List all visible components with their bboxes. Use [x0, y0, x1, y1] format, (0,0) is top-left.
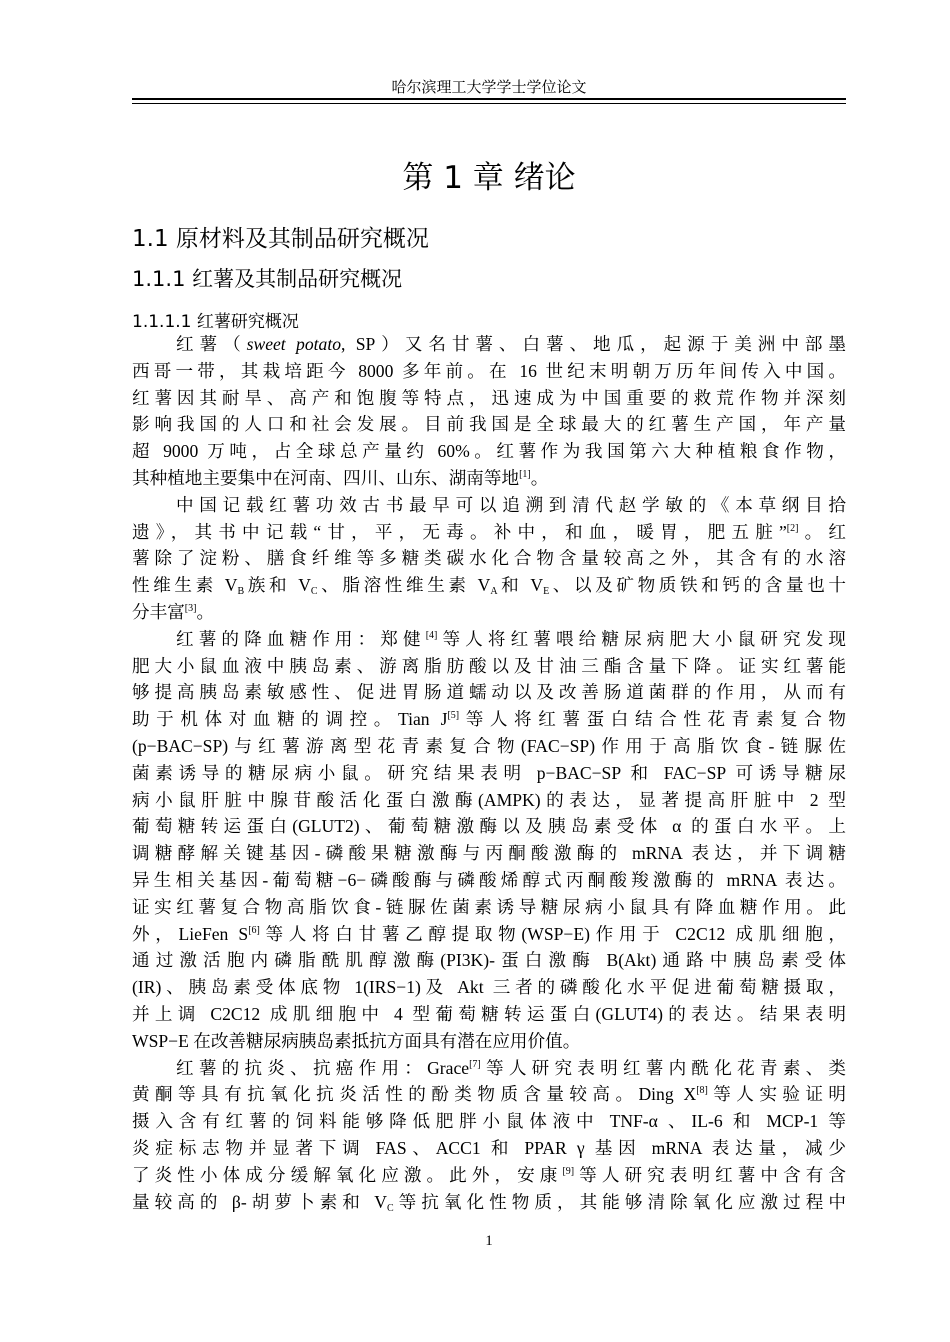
citation: [1] — [519, 468, 531, 480]
text-line: 西哥一带，其栽培距今 8000 多年前。在 16 世纪末明朝万历年间传入中国。 — [132, 360, 846, 381]
section-heading: 1.1 原材料及其制品研究概况 — [132, 226, 429, 252]
text-line: 红薯的降血糖作用：郑健[4]等人将红薯喂给糖尿病肥大小鼠研究发现 — [176, 628, 846, 649]
text-line: 量较高的 β-胡萝卜素和 $V_C$等抗氧化性物质，其能够清除氧化应激过程中 — [132, 1191, 846, 1214]
text-line: 黄酮等具有抗氧化抗炎活性的酚类物质含量较高。Ding X[8]等人实验证明 — [132, 1084, 846, 1105]
citation: [8] — [696, 1085, 708, 1097]
text-line: 红薯的抗炎、抗癌作用：Grace[7]等人研究表明红薯内酰化花青素、类 — [176, 1057, 846, 1078]
citation: [5] — [447, 710, 460, 722]
running-header: 哈尔滨理工大学学士学位论文 — [391, 80, 587, 96]
text-line: 并上调 C2C12 成肌细胞中 4 型葡萄糖转运蛋白(GLUT4)的表达。结果表明 — [132, 1003, 846, 1024]
text-line: 异生相关基因-葡萄糖−6−磷酸酶与磷酸烯醇式丙酮酸羧激酶的 mRNA 表达。 — [132, 869, 846, 890]
text-line: WSP−E 在改善糖尿病胰岛素抵抗方面具有潜在应用价值。 — [132, 1030, 581, 1051]
header-rule-thin — [132, 103, 846, 104]
text-line: 葡萄糖转运蛋白(GLUT2)、葡萄糖激酶以及胰岛素受体 α 的蛋白水平。上 — [132, 816, 846, 837]
body-text — [132, 331, 846, 1215]
text-line: 红薯（sweet potato, SP）又名甘薯、白薯、地瓜，起源于美洲中部墨 — [176, 334, 846, 354]
text-line: 够提高胰岛素敏感性、促进胃肠道蠕动以及改善肠道菌群的作用，从而有 — [132, 682, 846, 703]
citation: [2] — [786, 522, 799, 534]
text-line: 性维生素 $V_B$族和 $V_C$、脂溶性维生素 $V_A$和 $V_E$、以及矿物质铁和钙的含量也十 — [132, 575, 846, 598]
text-line: (p−BAC−SP)与红薯游离型花青素复合物(FAC−SP)作用于高脂饮食-链脲佐 — [132, 735, 846, 756]
text-line: 薯除了淀粉、膳食纤维等多糖类碳水化合物含量较高之外，其含有的水溶 — [132, 548, 846, 569]
chapter-title: 第 1 章 绪论 — [402, 160, 576, 196]
text-line: (IR)、胰岛素受体底物 1(IRS−1)及 Akt 三者的磷酸化水平促进葡萄糖摄取， — [132, 977, 846, 998]
text-line: 中国记载红薯功效古书最早可以追溯到清代赵学敏的《本草纲目拾 — [176, 494, 846, 515]
text-line: 助于机体对血糖的调控。Tian J[5]等人将红薯蛋白结合性花青素复合物 — [132, 709, 846, 730]
text-line: 肥大小鼠血液中胰岛素、游离脂肪酸以及甘油三酯含量下降。证实红薯能 — [132, 655, 846, 676]
citation: [3] — [184, 602, 197, 614]
citation: [6] — [248, 924, 260, 936]
text-line: 遗》，其书中记载“甘，平，无毒。补中，和血，暖胃，肥五脏”[2]。红 — [132, 521, 846, 542]
text-line: 调糖酵解关键基因-磷酸果糖激酶与丙酮酸激酶的 mRNA 表达，并下调糖 — [132, 843, 846, 864]
text-line: 分丰富[3]。 — [132, 601, 215, 622]
text-line: 炎症标志物并显著下调 FAS、ACC1 和 PPAR γ 基因 mRNA 表达量，减少 — [132, 1137, 846, 1158]
citation: [9] — [562, 1165, 575, 1177]
text-line: 其种植地主要集中在河南、四川、山东、湖南等地[1]。 — [132, 467, 549, 488]
text-line: 超 9000 万吨，占全球总产量约 60%。红薯作为我国第六大种植粮食作物， — [132, 441, 846, 462]
text-line: 了炎性小体成分缓解氧化应激。此外，安康[9]等人研究表明红薯中含有含 — [132, 1164, 846, 1185]
text-line: 菌素诱导的糖尿病小鼠。研究结果表明 p−BAC−SP 和 FAC−SP 可诱导糖尿 — [132, 762, 846, 783]
subsubsection-heading: 1.1.1.1 红薯研究概况 — [132, 312, 299, 332]
text-line: 病小鼠肝脏中腺苷酸活化蛋白激酶(AMPK)的表达，显著提高肝脏中 2 型 — [132, 789, 846, 810]
text-line: 影响我国的人口和社会发展。目前我国是全球最大的红薯生产国，年产量 — [132, 414, 846, 435]
page-number: 1 — [485, 1233, 493, 1249]
citation: [4] — [425, 629, 438, 641]
header-rule-thick — [132, 98, 846, 100]
text-line: 证实红薯复合物高脂饮食-链脲佐菌素诱导糖尿病小鼠具有降血糖作用。此 — [132, 896, 846, 917]
subsection-heading: 1.1.1 红薯及其制品研究概况 — [132, 267, 403, 291]
citation: [7] — [469, 1058, 481, 1070]
text-line: 外，LieFen S[6]等人将白甘薯乙醇提取物(WSP−E)作用于 C2C12 成肌细胞， — [132, 923, 846, 944]
text-line: 通过激活胞内磷脂酰肌醇激酶(PI3K)-蛋白激酶 B(Akt)通路中胰岛素受体 — [132, 950, 846, 971]
text-line: 摄入含有红薯的饲料能够降低肥胖小鼠体液中 TNF-α 、IL-6 和 MCP-1 等 — [132, 1111, 846, 1132]
text-line: 红薯因其耐旱、高产和饱腹等特点，迅速成为中国重要的救荒作物并深刻 — [132, 387, 846, 408]
